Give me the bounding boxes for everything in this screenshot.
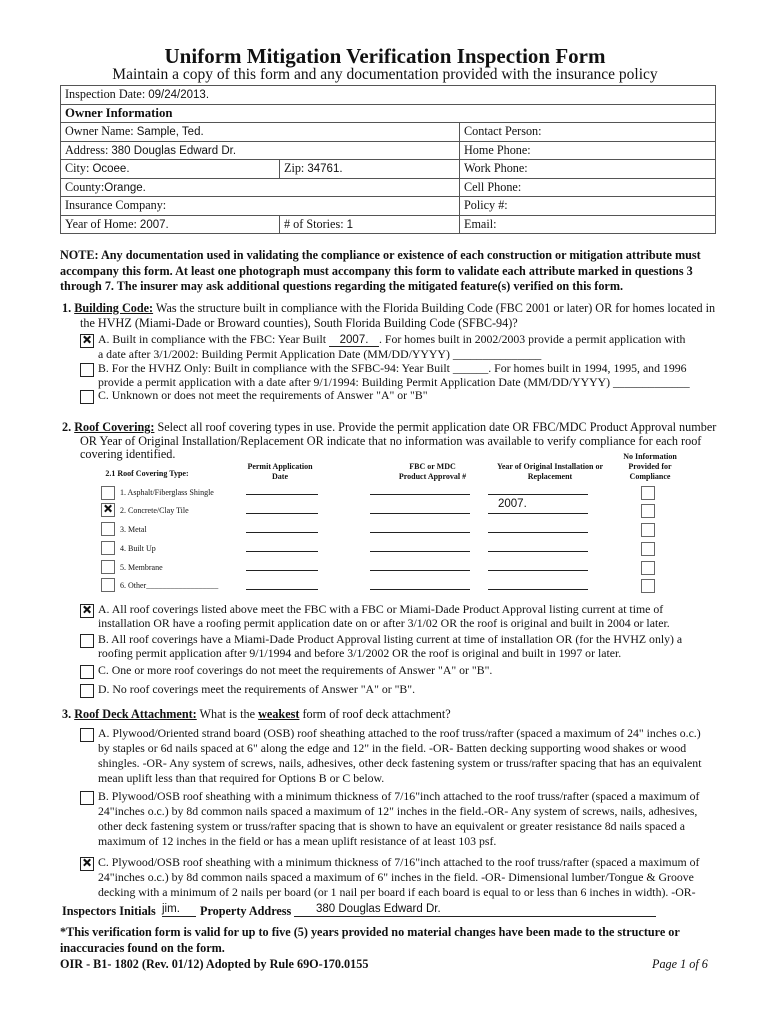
col-year-installation [475,462,625,482]
q3-weakest: weakest [258,707,300,721]
product-approval-field[interactable] [370,589,470,590]
permit-date-field[interactable] [246,494,318,495]
q3-header [62,707,742,723]
zip-cell[interactable] [280,160,460,179]
roof-type-label: 2. Concrete/Clay Tile [120,506,189,515]
q3-option-b-line4: maximum of 12 inches in the field or has a mean uplift resistance of at least 103 psf. [98,834,497,848]
col-roof-type: 2.1 Roof Covering Type: [105,469,189,478]
owner-name-value: Sample, Ted. [136,126,204,139]
q3-option-b-checkbox[interactable] [80,791,94,805]
product-approval-field[interactable] [370,513,470,514]
q3-option-b [98,789,738,849]
q3-option-c-checkbox[interactable]: 🞬 [80,857,94,871]
contact-person-cell[interactable] [460,123,716,142]
no-info-checkbox[interactable] [641,542,655,556]
q3-option-b-line1: B. Plywood/OSB roof sheathing with a minimum thickness of 7/16"inch attached to the roof truss/rafter (spaced a maximum of [98,789,700,803]
q3-option-c-line2: 24"inches o.c.) by 8d common nails spaced a maximum of 6" inches in the field. -OR- Dimensional lumber/Tongue & Groove [98,870,694,884]
city-label: City: [65,161,90,176]
col-no-info [610,452,690,482]
stories-cell[interactable] [280,215,460,234]
q1-header [62,301,742,317]
no-info-checkbox[interactable] [641,486,655,500]
q2-option-b-line1: B. All roof coverings have a Miami-Dade Product Approval listing current at time of installation OR (for the HVHZ only) a [98,632,683,646]
q1-option-b-checkbox[interactable] [80,363,94,377]
county-cell[interactable] [61,178,460,197]
address-value: 380 Douglas Edward Dr. [111,144,237,157]
roof-type-label: 5. Membrane [120,563,163,572]
q2-text-2: OR Year of Original Installation/Replacement OR indicate that no information was available to verify compliance for each roof [80,434,702,448]
year-installation-field[interactable] [488,570,588,571]
q1-option-a-line2: a date after 3/1/2002: Building Permit Application Date (MM/DD/YYYY) _______________ [98,347,542,361]
q2-option-c-checkbox[interactable] [80,665,94,679]
email-label: Email: [464,216,497,231]
roof-type-label: 4. Built Up [120,544,156,553]
no-info-checkbox[interactable] [641,579,655,593]
col-year-line2: Replacement [527,472,573,481]
q3-option-a-line4: mean uplift less than that required for Options B or C below. [98,771,385,785]
home-phone-label: Home Phone: [464,142,531,157]
work-phone-cell[interactable] [460,160,716,179]
policy-cell[interactable] [460,197,716,216]
col-year-line1: Year of Original Installation or [496,462,604,471]
no-info-checkbox[interactable] [641,523,655,537]
product-approval-field[interactable] [370,570,470,571]
q2-option-c-line1: C. One or more roof coverings do not meet the requirements of Answer "A" or "B". [98,663,493,677]
col-noinfo-line2: Provided for [628,462,672,471]
stories-value: 1 [346,218,354,231]
q1-option-c-checkbox[interactable] [80,390,94,404]
permit-date-field[interactable] [246,513,318,514]
q3-option-a-checkbox[interactable] [80,728,94,742]
property-address-field[interactable]: 380 Douglas Edward Dr. [294,903,656,917]
q2-option-d-checkbox[interactable] [80,684,94,698]
q3-text-post: form of roof deck attachment? [299,707,451,721]
no-info-checkbox[interactable] [641,504,655,518]
q3-option-a [98,726,738,786]
year-of-home-value: 2007. [139,218,169,231]
permit-date-field[interactable] [246,532,318,533]
year-of-home-cell[interactable] [61,215,280,234]
roof-type-label: 6. Other__________________ [120,581,219,590]
city-cell[interactable] [61,160,280,179]
q3-option-a-line2: by staples or 6d nails spaced at 6" along the edge and 12" in the field. -OR- Batten decking supporting wood shakes or wood [98,741,687,755]
year-installation-field[interactable] [488,532,588,533]
year-installation-field[interactable] [488,498,588,514]
product-approval-field[interactable] [370,551,470,552]
q3-title: Roof Deck Attachment: [74,707,197,721]
year-installation-field[interactable] [488,589,588,590]
owner-info-table [60,85,716,234]
q1-option-a-checkbox[interactable]: 🞬 [80,334,94,348]
q1-option-b-line2: provide a permit application with a date after 9/1/1994: Building Permit Application Date (MM/DD/YYYY) _____________ [98,375,690,389]
email-cell[interactable] [460,215,716,234]
county-value: Orange. [104,181,146,194]
q1-option-b-line1: B. For the HVHZ Only: Built in compliance with the SFBC-94: Year Built ______. For homes built in 1994, 1995, and 1996 [98,361,687,375]
roof-type-checkbox[interactable] [101,541,115,555]
col-permit-date-line1: Permit Application [247,462,313,471]
cell-phone-label: Cell Phone: [464,179,522,194]
year-installation-field[interactable] [488,551,588,552]
q3-option-a-line1: A. Plywood/Oriented strand board (OSB) roof sheathing attached to the roof truss/rafter (spaced a maximum of 24" inches o.c.) [98,726,701,740]
col-fbc-line1: FBC or MDC [409,462,456,471]
q2-number: 2. [62,420,72,434]
q3-option-a-line3: shingles. -OR- Any system of screws, nails, adhesives, other deck fastening system or truss/rafter spacing that has an equivalent [98,756,702,770]
validity-note-line1: *This verification form is valid for up to five (5) years provided no material changes have been made to the structure or [60,925,680,939]
q2-text-3: covering identified. [80,447,176,461]
q2-option-b-line2: roofing permit application after 9/1/1994 and before 3/1/2002 OR the roof is original and built in 1997 or later. [98,646,622,660]
roof-type-label: 1. Asphalt/Fiberglass Shingle [120,488,214,497]
inspector-initials-label: Inspectors Initials [62,904,156,918]
inspector-initials-field[interactable]: jim. [162,903,196,917]
permit-date-field[interactable] [246,589,318,590]
no-info-checkbox[interactable] [641,561,655,575]
inspection-date-cell[interactable] [61,86,716,105]
permit-date-field[interactable] [246,570,318,571]
oir-form-id: OIR - B1- 1802 (Rev. 01/12) Adopted by Rule 69O-170.0155 [60,957,369,971]
q1-option-a-post: . For homes built in 2002/2003 provide a permit application with [379,332,686,346]
q1-title: Building Code: [74,301,154,315]
validity-note-line2: inaccuracies found on the form. [60,940,225,955]
permit-date-field[interactable] [246,551,318,552]
q3-option-c-line1: C. Plywood/OSB roof sheathing with a minimum thickness of 7/16"inch attached to the roof truss/rafter (spaced a maximum of [98,855,700,869]
roof-type-label: 3. Metal [120,525,147,534]
note-line-1: NOTE: Any documentation used in validating the compliance or existence of each construction or mitigation attribute must [60,248,701,262]
inspection-date-label: Inspection Date: [65,87,146,102]
roof-type-checkbox[interactable] [101,560,115,574]
col-permit-date-line2: Date [272,472,288,481]
zip-value: 34761. [307,163,343,176]
zip-label: Zip: [284,161,305,176]
q2-text-1: Select all roof covering types in use. Provide the permit application date OR FBC/MDC Product Approval number [154,420,717,434]
validity-note [60,925,740,956]
year-of-home-label: Year of Home: [65,216,137,231]
form-title: Uniform Mitigation Verification Inspection Form [164,44,606,68]
q3-option-b-line3: other deck fastening system or truss/rafter spacing that is shown to have an equivalent or greater resistance 8d nails spaced a [98,819,686,833]
county-label: County: [65,179,105,194]
col-fbc-line2: Product Approval # [398,472,467,481]
owner-section-title: Owner Information [61,104,716,123]
year-installation-value: 2007. [498,498,527,510]
cell-phone-cell[interactable] [460,178,716,197]
product-approval-field[interactable] [370,532,470,533]
note-block [60,248,740,295]
insurance-company-cell[interactable] [61,197,460,216]
q3-option-c [98,855,738,900]
roof-type-checkbox[interactable] [101,578,115,592]
roof-type-checkbox[interactable]: 🞬 [101,503,115,517]
q3-option-c-line3: decking with a minimum of 2 nails per board (or 1 nail per board if each board is equal to or less than 6 inches in width). -OR- [98,885,696,899]
q2-option-d-line1: D. No roof coverings meet the requirements of Answer "A" or "B". [98,682,416,696]
address-label: Address: [65,142,109,157]
q1-text-1: Was the structure built in compliance with the Florida Building Code (FBC 2001 or later) OR for homes located in [153,301,716,315]
owner-name-label: Owner Name: [65,124,134,139]
note-line-2: accompany this form. At least one photograph must accompany this form to validate each attribute marked in questions 3 [60,263,693,278]
col-permit-date [230,462,330,482]
policy-label: Policy #: [464,198,508,213]
property-address-label: Property Address [200,904,292,918]
page-number: Page 1 of 6 [652,957,708,971]
q2-option-a-line2: installation OR have a roofing permit application date on or after 3/1/02 OR the roof is original and built in 2004 or later. [98,616,670,630]
q3-option-b-line2: 24"inches o.c.) by 8d common nails spaced a maximum of 12" inches in the field.-OR- Any system of screws, nails, adhesives, [98,804,698,818]
stories-label: # of Stories: [284,216,344,231]
q3-text-pre: What is the [196,707,259,721]
year-installation-field[interactable] [488,494,588,495]
q2-option-a-line1: A. All roof coverings listed above meet the FBC with a FBC or Miami-Dade Product Approval listing current at time of [98,602,664,616]
roof-type-checkbox[interactable] [101,486,115,500]
owner-name-cell[interactable] [61,123,460,142]
q1-text-2: the HVHZ (Miami-Dade or Broward counties), South Florida Building Code (SFBC-94)? [80,316,518,330]
q3-number: 3. [62,707,72,721]
q1-year-built-field[interactable]: 2007. [329,334,379,347]
q1-option-a [98,332,685,347]
city-value: Ocoee. [92,163,130,176]
note-line-3: through 7. The insurer may ask additional questions regarding the mitigated feature(s) verified on this form. [60,279,624,293]
q2-option-b-checkbox[interactable] [80,634,94,648]
q2-title: Roof Covering: [74,420,155,434]
home-phone-cell[interactable] [460,141,716,160]
col-noinfo-line3: Compliance [629,472,671,481]
insurance-company-label: Insurance Company: [65,198,167,213]
q1-option-a-text: A. Built in compliance with the FBC: Year Built [98,332,330,346]
inspection-date-value: 09/24/2013. [148,89,210,102]
q2-option-a-checkbox[interactable]: 🞬 [80,604,94,618]
work-phone-label: Work Phone: [464,161,528,176]
product-approval-field[interactable] [370,494,470,495]
q1-option-c-line1: C. Unknown or does not meet the requirements of Answer "A" or "B" [98,388,428,402]
form-subtitle: Maintain a copy of this form and any documentation provided with the insurance policy [112,66,658,83]
contact-person-label: Contact Person: [464,124,542,139]
address-cell[interactable] [61,141,460,160]
q1-number: 1. [62,301,72,315]
roof-type-checkbox[interactable] [101,522,115,536]
col-noinfo-line1: No Information [623,452,677,461]
